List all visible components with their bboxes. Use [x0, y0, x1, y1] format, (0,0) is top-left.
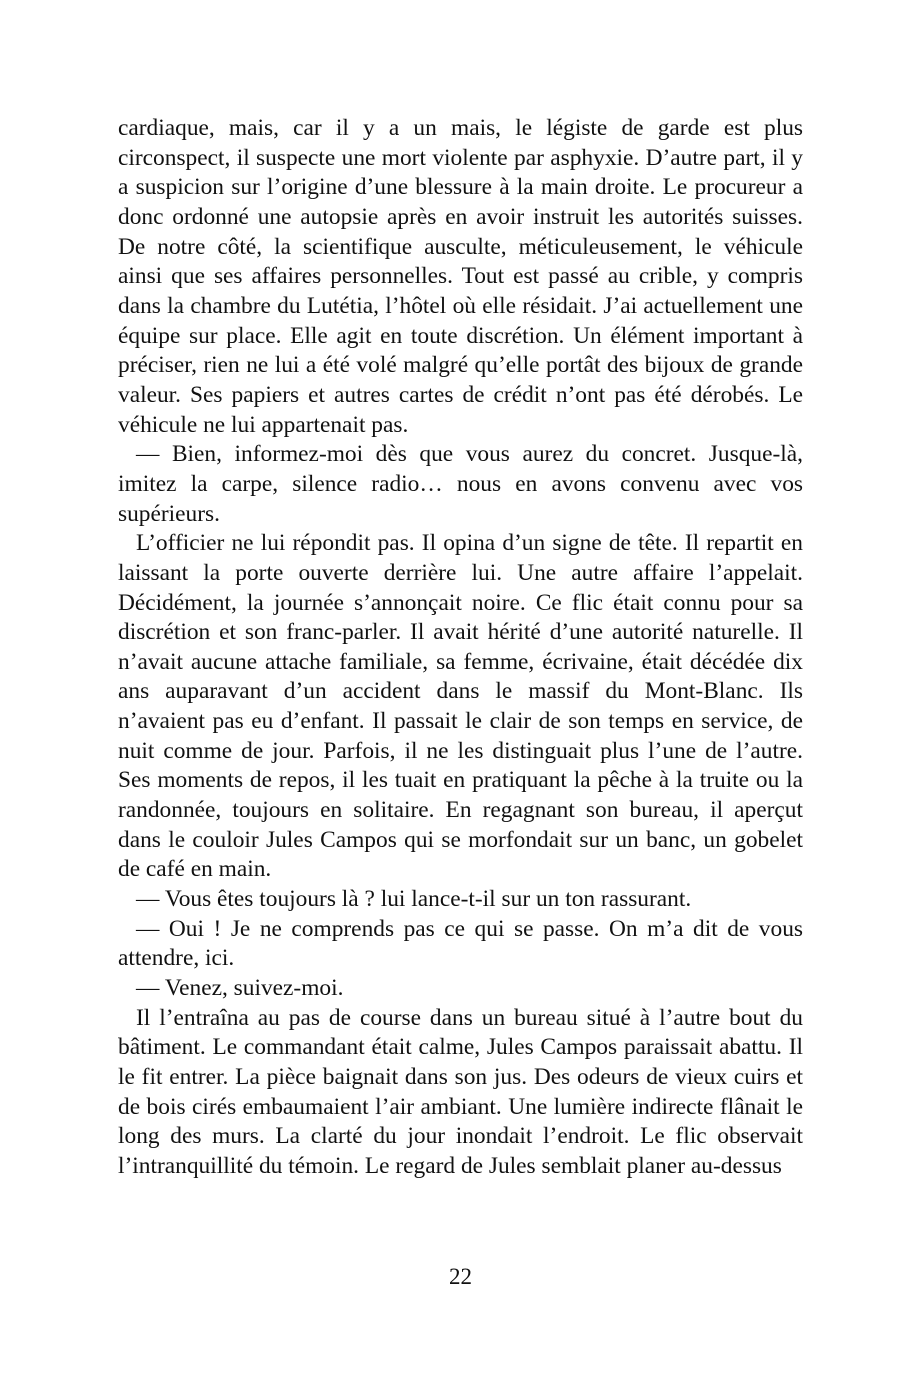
- paragraph-dialogue: — Oui ! Je ne comprends pas ce qui se passe. On m’a dit de vous attendre, ici.: [118, 915, 803, 972]
- paragraph-narration: Il l’entraîna au pas de course dans un bureau situé à l’autre bout du bâtiment. Le commandant était calme, Jules Campos paraissait abattu. Il le fit entrer. La pièce baignait dans son jus. Des odeurs de vieux cuirs et de bois cirés embaumaient l’air ambiant. Une lumière indirecte flânait le long des murs. La clarté du jour inondait l’endroit. Le flic observait l’intranquillité du témoin. Le regard de Jules semblait planer au-dessus: [118, 1004, 803, 1179]
- paragraph-dialogue: — Vous êtes toujours là ? lui lance-t-il sur un ton rassurant.: [136, 886, 692, 913]
- paragraph-dialogue: — Bien, informez-moi dès que vous aurez du concret. Jusque-là, imitez la carpe, silence radio… nous en avons convenu avec vos supérieurs.: [118, 441, 803, 527]
- paragraph-continued: cardiaque, mais, car il y a un mais, le légiste de garde est plus circonspect, il suspecte une mort violente par asphyxie. D’autre part, il y a suspicion sur l’origine d’une blessure à la main droite. Le procureur a donc ordonné une autopsie après en avoir instruit les autorités suisses. De notre côté, la scientifique ausculte, méticuleusement, le véhicule ainsi que ses affaires personnelles. Tout est passé au crible, y compris dans la chambre du Lutétia, l’hôtel où elle résidait. J’ai actuellement une équipe sur place. Elle agit en toute discrétion. Un élément important à préciser, rien ne lui a été volé malgré qu’elle portât des bijoux de grande valeur. Ses papiers et autres cartes de crédit n’ont pas été dérobés. Le véhicule ne lui appartenait pas.: [118, 115, 803, 438]
- body-text: [118, 114, 803, 1182]
- paragraph-dialogue: — Venez, suivez-moi.: [136, 975, 344, 1002]
- page-number: 22: [449, 1264, 472, 1289]
- paragraph-narration: L’officier ne lui répondit pas. Il opina d’un signe de tête. Il repartit en laissant la porte ouverte derrière lui. Une autre affaire l’appelait. Décidément, la journée s’annonçait noire. Ce flic était connu pour sa discrétion et son franc-parler. Il avait hérité d’une autorité naturelle. Il n’avait aucune attache familiale, sa femme, écrivaine, était décédée dix ans auparavant d’un accident dans le massif du Mont-Blanc. Ils n’avaient pas eu d’enfant. Il passait le clair de son temps en service, de nuit comme de jour. Parfois, il ne les distinguait plus l’une de l’autre. Ses moments de repos, il les tuait en pratiquant la pêche à la truite ou la randonnée, toujours en solitaire. En regagnant son bureau, il aperçut dans le couloir Jules Campos qui se morfondait sur un banc, un gobelet de café en main.: [118, 530, 803, 883]
